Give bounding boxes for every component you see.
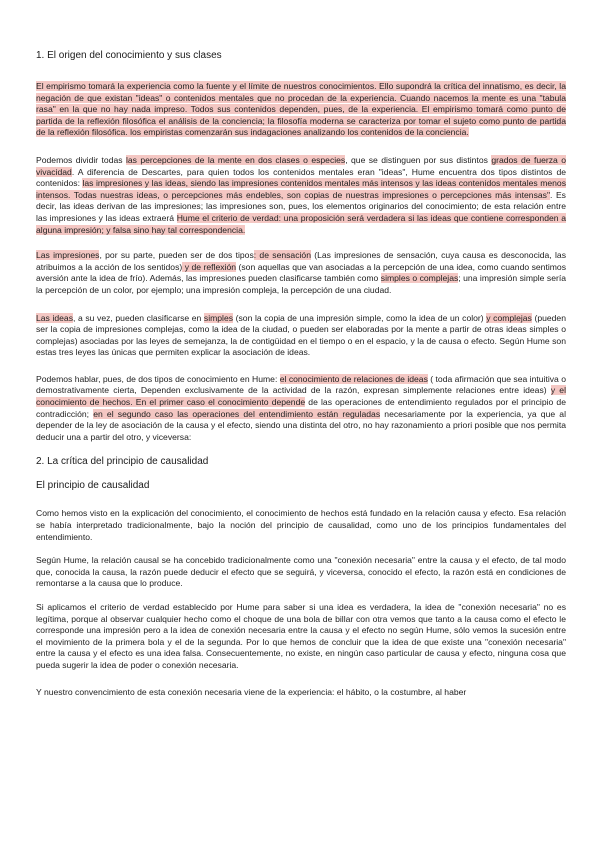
highlight: y el conocimiento de hechos	[36, 385, 566, 408]
paragraph-ideas: Las ideas, a su vez, pueden clasificarse en simples (son la copia de una impresión simple, como la idea de un color) y complejas (pueden ser la copia de impresiones complejas, como la idea de la ciudad, o pueden ser elaboradas por la mente a partir de otras ideas simples o complejas) asociadas por las leyes de semejanza, la de contigüidad en el tiempo o en el espacio, y la de causa o efecto. Según Hume son estas tres leyes las únicas que permiten explicar la asociación de ideas.	[36, 312, 566, 358]
document-page	[36, 50, 566, 698]
paragraph-convencimiento: Y nuestro convencimiento de esta conexión necesaria viene de la experiencia: el hábito, o la costumbre, al haber	[36, 686, 467, 697]
subsection-title: El principio de causalidad	[36, 480, 150, 492]
paragraph-tipos-conocimiento: Podemos hablar, pues, de dos tipos de conocimiento en Hume: el conocimiento de relaciones de ideas ( toda afirmación que sea intuitiva o demostrativamente cierta, Dependen exclusivamente de la actividad de la razón, expresan simplemente relaciones entre ideas) y el conocimiento de hechos. En el primer caso el conocimiento depende de las operaciones de entendimiento regulados por el principio de contradicción; en el segundo caso las operaciones del entendimiento están reguladas necesariamente por la experiencia, ya que al depender de la ley de asociación de la causa y el efecto, siendo una distinta del otro, no hay razonamiento a priori posible que nos permita deducir una a partir del otro, y viceversa:	[36, 373, 566, 442]
paragraph-empirismo	[36, 81, 566, 139]
paragraph-impresiones: Las impresiones, por su parte, pueden ser de dos tipos: de sensación (Las impresiones de sensación, cuya causa es desconocida, las atribuimos a la acción de los sentidos) y de reflexión (son aquellas que van asociadas a la percepción de una idea, como cuando sentimos aversión ante la idea de frío). Además, las impresiones pueden clasificarse también como simples o complejas; una impresión simple sería la percepción de un color, por ejemplo; una impresión compleja, la percepción de una ciudad.	[36, 250, 567, 295]
highlight: y complejas	[486, 312, 532, 323]
paragraph-conexion-necesaria: Según Hume, la relación causal se ha concebido tradicionalmente como una "conexión necesaria" entre la causa y el efecto, de tal modo que, conocida la causa, la razón puede deducir el efecto que se seguirá, y viceversa, conocido el efecto, la razón está en condiciones de remontarse a la causa que lo produce.	[36, 555, 566, 589]
paragraph-criterio-verdad: Si aplicamos el criterio de verdad establecido por Hume para saber si una idea es verdadera, la idea de "conexión necesaria" no es legítima, porque al observar cualquier hecho como el choque de una bola de billar con otra vemos que tanto a la causa como el efecto le corresponde una impresión pero a la idea de conexión necesaria entre la causa y el efecto no según Hume, sólo vemos la sucesión entre el movimiento de la primera bola y el de la segunda. Por lo que hemos de concluir que la idea de que existe una "conexión necesaria" entre la causa y el efecto es una idea falsa. Consecuentemente, no existe, en ningún caso particular de causa y efecto, ninguna cosa que pueda sugerir la idea de poder o conexión necesaria.	[36, 602, 566, 670]
highlight: Las impresiones	[36, 250, 100, 261]
highlight: el conocimiento de relaciones de ideas	[279, 373, 428, 384]
highlight: simples	[203, 312, 234, 323]
highlight: y de reflexión	[182, 261, 237, 272]
highlight: simples o complejas	[380, 273, 459, 284]
highlight: : de sensación	[253, 250, 311, 261]
highlight: . En el primer caso el conocimiento depende	[130, 397, 306, 408]
highlight: Hume el criterio de verdad: una proposición será verdadera si las ideas que contiene corresponden a alguna impresión; y falsa sino hay tal correspondencia.	[36, 212, 566, 235]
highlight: grados de fuerza o vivacidad	[36, 154, 566, 177]
highlight: las percepciones de la mente en dos clases o especies	[125, 154, 346, 165]
highlight: Las ideas	[36, 312, 73, 323]
section-title-origin: 1. El origen del conocimiento y sus clases	[36, 50, 222, 61]
highlight: El empirismo tomará la experiencia como la fuente y el límite de nuestros conocimientos. Ello supondrá la crítica del innatismo, es decir, la negación de que existan "ideas" o contenidos mentales que no procedan de la experiencia. Cuando nacemos la mente es una "tabula rasa" en la que no hay nada impreso. Todos sus contenidos dependen, pues, de la experiencia.	[36, 81, 566, 115]
paragraph-percepciones: Podemos dividir todas las percepciones de la mente en dos clases o especies, que se distinguen por sus distintos grados de fuerza o vivacidad. A diferencia de Descartes, para quien todos los contenidos mentales eran "ideas", Hume encuentra dos tipos distintos de contenidos: las impresiones y las ideas, siendo las impresiones contenidos mentales más intensos y las ideas contenidos mentales menos intensos. Todas nuestras ideas, o percepciones más endebles, son copias de nuestras impresiones o percepciones más intensas". Es decir, las ideas derivan de las impresiones; las impresiones son, pues, los elementos originarios del conocimiento; de esta relación entre las impresiones y las ideas extraerá Hume el criterio de verdad: una proposición será verdadera si las ideas que contiene corresponden a alguna impresión; y falsa sino hay tal correspondencia.	[36, 154, 567, 235]
highlight: en el segundo caso las operaciones del entendimiento están reguladas	[93, 408, 381, 419]
section-title-causalidad: 2. La crítica del principio de causalidad	[36, 456, 209, 468]
paragraph-relacion-causal: Como hemos visto en la explicación del conocimiento, el conocimiento de hechos está fundado en la relación causa y efecto. Esa relación se había interpretado tradicionalmente, bajo la noción del principio de causalidad, como uno de los principios fundamentales del entendimiento.	[36, 508, 566, 542]
highlight: El empirismo tomará como punto de partida de la reflexión filosófica el análisis de la conciencia; la filosofía moderna se caracteriza por tomar el sujeto como punto de partida de la reflexión filosófica. los empiristas comenzarán sus indagaciones analizando los contenidos de la conciencia.	[36, 104, 566, 138]
highlight: las impresiones y las ideas, siendo las impresiones contenidos mentales más intensos y las ideas contenidos mentales menos intensos. Todas nuestras ideas, o percepciones más endebles, son copias de nuestras impresiones o percepciones más intensas"	[36, 178, 567, 200]
